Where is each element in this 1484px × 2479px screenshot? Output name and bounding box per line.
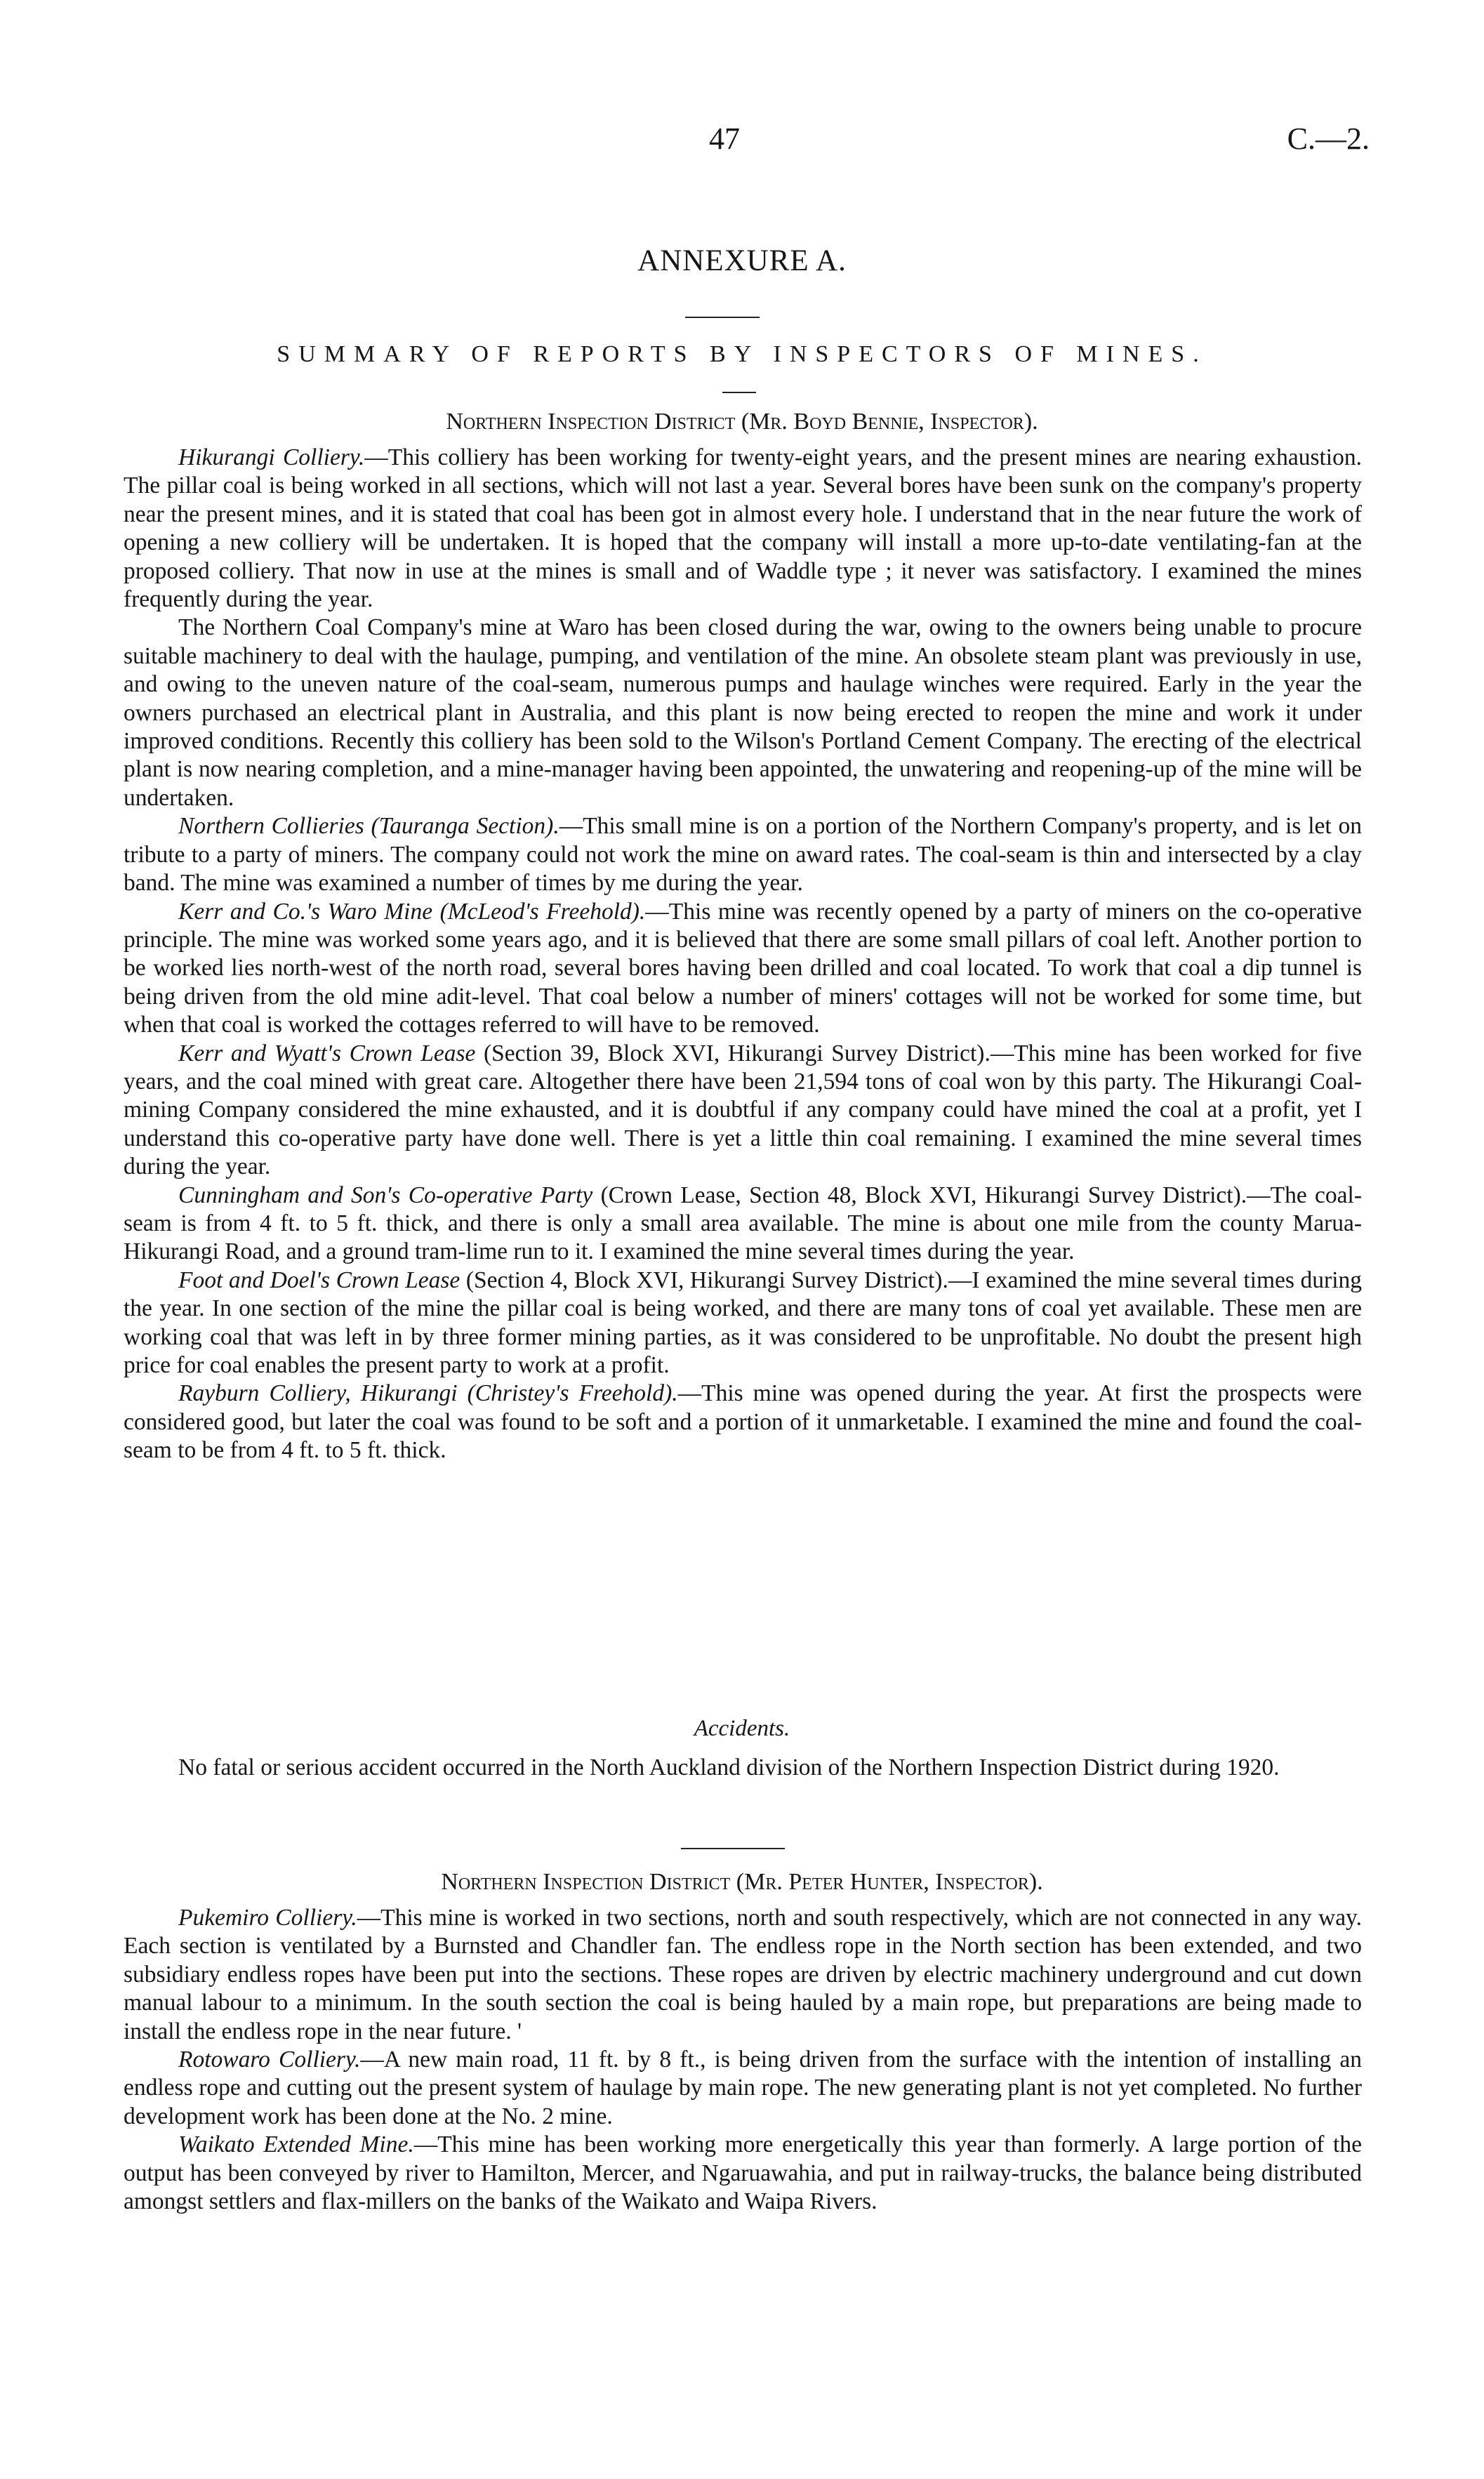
paragraph-text: (Section 39, Block XVI, Hikurangi Survey District).—This mine has been worked for five years, and the coal mined with great care. Altogether there have been 21,594 tons of coal won by this party. The Hikurangi Coal-mining Company considered the mine exhausted, and it is doubtful if any company could have mined the coal at a profit, yet I understand this co-operative party have done well. There is yet a little thin coal remaining. I examined the mine several times during the year. [124, 1040, 1362, 1180]
paragraph-text: —This small mine is on a portion of the Northern Company's property, and is let on tribute to a party of miners. The company could not work the mine on award rates. The coal-seam is thin and intersected by a clay band. The mine was examined a number of times by me during the year. [124, 813, 1362, 897]
paragraph [124, 1904, 1362, 2046]
mine-name: Cunningham and Son's Co-operative Party [178, 1182, 593, 1208]
mine-name: Rotowaro Colliery. [178, 2047, 361, 2073]
subtitle: SUMMARY OF REPORTS BY INSPECTORS OF MINES. [277, 341, 1207, 367]
paragraph-text: —A new main road, 11 ft. by 8 ft., is being driven from the surface with the intention of installing an endless rope and cutting out the present system of haulage by main rope. The new generating plant is not yet completed. No further development work has been done at the No. 2 mine. [124, 2047, 1362, 2129]
mine-name: Kerr and Co.'s Waro Mine (McLeod's Freehold). [178, 898, 646, 925]
divider [722, 392, 756, 393]
accidents-heading: Accidents. [694, 1716, 790, 1741]
divider [685, 317, 760, 318]
paragraph-text: —This mine has been working more energetically this year than formerly. A large portion of the output has been conveyed by river to Hamilton, Mercer, and Ngaruawahia, and put in railway-trucks, the balance being distributed amongst settlers and flax-millers on the banks of the Waikato and Waipa Rivers. [124, 2131, 1362, 2215]
paragraph: No fatal or serious accident occurred in the North Auckland division of the Northern Inspection District during 1920. [178, 1754, 1280, 1780]
mine-name: Kerr and Wyatt's Crown Lease [178, 1040, 476, 1066]
document-code: C.—2. [1287, 121, 1370, 156]
paragraph-text: —This mine was opened during the year. At first the prospects were considered good, but later the coal was found to be soft and a portion of it unmarketable. I examined the mine and found the coal-seam to be from 4 ft. to 5 ft. thick. [124, 1380, 1362, 1464]
mine-name: Rayburn Colliery, Hikurangi (Christey's Freehold). [178, 1380, 678, 1407]
paragraph-text: (Section 4, Block XVI, Hikurangi Survey District).—I examined the mine several times during the year. In one section of the mine the pillar coal is being worked, and there are many tons of coal yet available. These men are working coal that was left in by three former mining parties, as it was considered to be unprofitable. No doubt the present high price for coal enables the present party to work at a profit. [124, 1267, 1363, 1378]
paragraph-text: (Crown Lease, Section 48, Block XVI, Hikurangi Survey District).—The coal-seam is from 4 ft. to 5 ft. thick, and there is only a small area available. The mine is about one mile from the county Marua-Hikurangi Road, and a ground tram-lime run to it. I examined the mine several times during the year. [124, 1182, 1362, 1265]
section-heading: Northern Inspection District (Mr. Peter Hunter, Inspector). [441, 1869, 1043, 1895]
paragraph-text: —This mine is worked in two sections, north and south respectively, which are not connected in any way. Each section is ventilated by a Burnsted and Chandler fan. The endless rope in the North section has been extended, and two subsidiary endless ropes have been put into the sections. These ropes are driven by electric machinery underground and cut down manual labour to a minimum. In the south section the coal is being hauled by a main rope, but preparations are being made to install the endless rope in the near future. ' [124, 1905, 1363, 2044]
paragraph-text: The Northern Coal Company's mine at Waro has been closed during the war, owing to the owners being unable to procure suitable machinery to deal with the haulage, pumping, and ventilation of the mine. An obsolete steam plant was previously in use, and owing to the uneven nature of the coal-seam, numerous pumps and haulage winches were required. Early in the year the owners purchased an electrical plant in Australia, and this plant is now being erected to reopen the mine and work it under improved conditions. Recently this colliery has been sold to the Wilson's Portland Cement Company. The erecting of the electrical plant is now nearing completion, and a mine-manager having been appointed, the unwatering and reopening-up of the mine will be undertaken. [124, 614, 1362, 811]
accidents-body [124, 1754, 1362, 1782]
section-heading: Northern Inspection District (Mr. Boyd Bennie, Inspector). [446, 409, 1038, 435]
mine-name: Hikurangi Colliery. [178, 444, 365, 470]
mine-name: Pukemiro Colliery. [178, 1905, 357, 1931]
mine-name: Waikato Extended Mine. [178, 2131, 414, 2158]
paragraph [124, 1380, 1362, 1465]
paragraph-text: —This colliery has been working for twenty-eight years, and the present mines are nearing exhaustion. The pillar coal is being worked in all sections, which will not last a year. Several bores have been sunk on the company's property near the present mines, and it is stated that coal has been got in almost every hole. I understand that in the near future the work of opening a new colliery will be undertaken. It is hoped that the company will install a more up-to-date ventilating-fan at the proposed colliery. That now in use at the mines is small and of Waddle type ; it never was satisfactory. I examined the mines frequently during the year. [124, 444, 1362, 613]
annex-title: ANNEXURE A. [637, 244, 847, 277]
paragraph [124, 2046, 1362, 2131]
paragraph [124, 1267, 1362, 1380]
paragraph [124, 2131, 1362, 2216]
mine-name: Foot and Doel's Crown Lease [178, 1267, 461, 1293]
paragraph [124, 812, 1362, 897]
section-body [124, 1904, 1362, 2216]
mine-name: Northern Collieries (Tauranga Section). [178, 813, 559, 840]
paragraph [124, 1040, 1362, 1182]
paragraph-text: —This mine was recently opened by a party of miners on the co-operative principle. The mine was worked some years ago, and it is believed that there are some small pillars of coal left. Another portion to be worked lies north-west of the north road, several bores having been drilled and coal located. To work that coal a dip tunnel is being driven from the old mine adit-level. That coal below a number of miners' cottages will not be worked for some time, but when that coal is worked the cottages referred to will have to be removed. [124, 898, 1362, 1038]
paragraph [124, 614, 1362, 812]
paragraph [124, 898, 1362, 1040]
divider [681, 1848, 785, 1849]
paragraph [124, 444, 1362, 614]
section-body [124, 444, 1362, 1465]
page-number: 47 [709, 121, 740, 156]
paragraph [124, 1182, 1362, 1267]
